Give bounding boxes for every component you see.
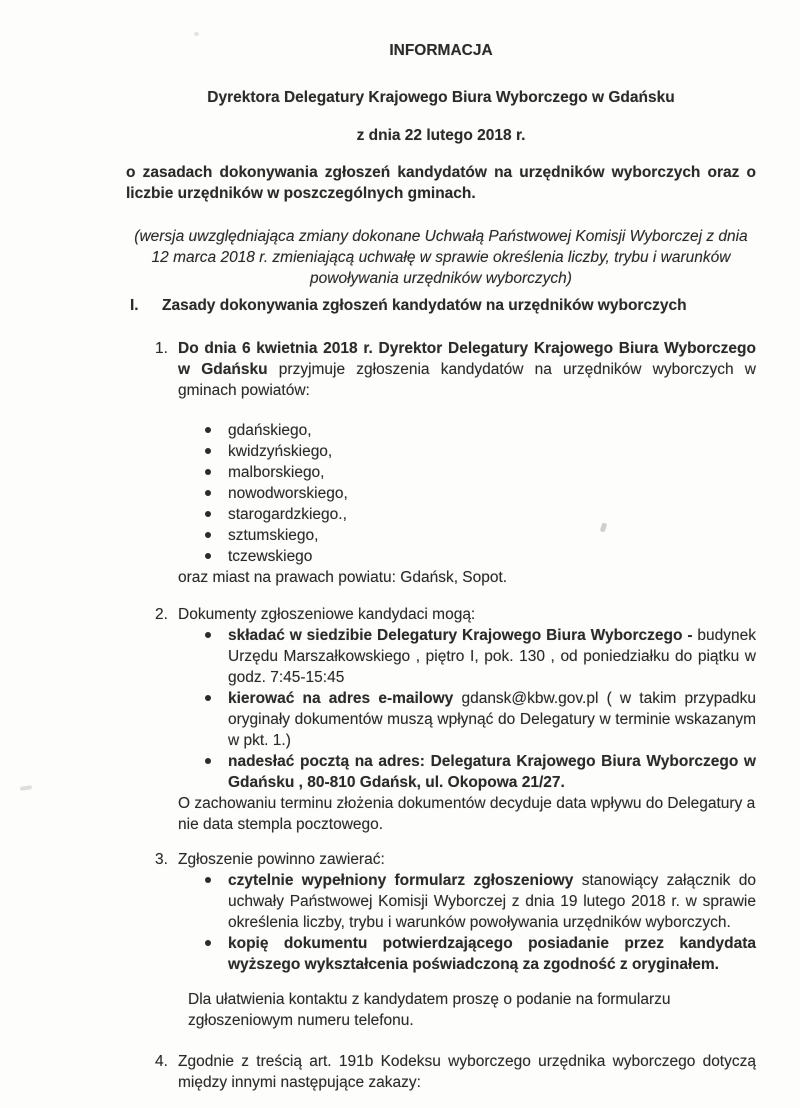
district-item: sztumskiego, — [178, 525, 756, 546]
submission-option-rest: budynek Urzędu Marszałkowskiego , piętro I, pok. 130 , od poniedziałku do piątku w godz. 7:45-15:45 — [228, 627, 756, 686]
numbered-item-1 — [126, 338, 756, 588]
submission-option-bold: składać w siedzibie Delegatury Krajowego Biura Wyborczego - — [228, 627, 693, 644]
submission-options-list — [178, 625, 756, 793]
district-item: starogardzkiego., — [178, 504, 756, 525]
item-2-number: 2. — [155, 606, 168, 623]
cities-line: oraz miast na prawach powiatu: Gdańsk, Sopot. — [178, 569, 508, 586]
doc-title: INFORMACJA — [389, 42, 493, 59]
document-content — [126, 0, 756, 1093]
requirement-bold: czytelnie wypełniony formularz zgłoszeniowy — [228, 872, 574, 889]
district-item: nowodworskiego, — [178, 483, 756, 504]
submission-option — [178, 751, 756, 793]
numbered-item-2 — [126, 604, 756, 835]
doc-date-line: z dnia 22 lutego 2018 r. — [356, 127, 526, 144]
item-3-lead: Zgłoszenie powinno zawierać: — [178, 851, 385, 868]
submission-option-bold: nadesłać pocztą na adres: Delegatura Krajowego Biura Wyborczego w Gdańsku , 80-810 Gdańsk, ul. Okopowa 21/27. — [228, 753, 756, 791]
submission-option-rest: gdansk@kbw.gov.pl ( w takim przypadku oryginały dokumentów muszą wpłynąć do Delegatury w terminie wskazanym w pkt. 1.) — [228, 690, 756, 749]
district-item: gdańskiego, — [178, 420, 756, 441]
district-list — [178, 420, 756, 567]
item-1-lead-rest: przyjmuje zgłoszenia kandydatów na urzędników wyborczych w gminach powiatów: — [178, 361, 757, 399]
doc-issuer-line: Dyrektora Delegatury Krajowego Biura Wyborczego w Gdańsku — [207, 89, 675, 106]
item-3-number: 3. — [155, 851, 168, 868]
requirement-rest: stanowiący załącznik do uchwały Państwowej Komisji Wyborczej z dnia 19 lutego 2018 r. w sprawie określenia liczby, trybu i warunków powoływania urzędników wyborczych. — [228, 872, 756, 931]
doc-subject: o zasadach dokonywania zgłoszeń kandydatów na urzędników wyborczych oraz o liczbie urzędników w poszczególnych gminach. — [126, 164, 756, 202]
scan-artifact-speck — [20, 785, 32, 791]
section-heading — [126, 295, 756, 316]
item-2-lead: Dokumenty zgłoszeniowe kandydaci mogą: — [178, 606, 476, 623]
section-number: I. — [130, 297, 139, 314]
item-4-number: 4. — [155, 1053, 168, 1070]
district-item: malborskiego, — [178, 462, 756, 483]
submission-option — [178, 688, 756, 751]
requirements-list — [178, 870, 756, 975]
submission-option-bold: kierować na adres e-mailowy — [228, 690, 454, 707]
requirement-bold: kopię dokumentu potwierdzającego posiadanie przez kandydata wyższego wykształcenia poświadczoną za zgodność z oryginałem. — [228, 935, 756, 973]
item-1-lead — [178, 338, 756, 401]
amendment-note: (wersja uwzględniająca zmiany dokonane Uchwałą Państwowej Komisji Wyborczej z dnia 12 marca 2018 r. zmieniającą uchwałę w sprawie określenia liczby, trybu i warunków powoływania urzędników wyborczych) — [134, 228, 748, 287]
item-1-number: 1. — [155, 340, 168, 357]
numbered-item-4 — [126, 1051, 756, 1093]
requirement-item — [178, 933, 756, 975]
deadline-note: O zachowaniu terminu złożenia dokumentów decyduje data wpływu do Delegatury a nie data stempla pocztowego. — [178, 795, 756, 833]
district-item: kwidzyńskiego, — [178, 441, 756, 462]
requirement-item — [178, 870, 756, 933]
submission-option — [178, 625, 756, 688]
numbered-item-3 — [126, 849, 756, 1031]
section-title: Zasady dokonywania zgłoszeń kandydatów na urzędników wyborczych — [162, 297, 687, 314]
contact-note: Dla ułatwienia kontaktu z kandydatem proszę o podanie na formularzu zgłoszeniowym numeru telefonu. — [188, 991, 671, 1029]
item-1-lead-bold: Do dnia 6 kwietnia 2018 r. Dyrektor Delegatury Krajowego Biura Wyborczego w Gdańsku — [178, 340, 756, 378]
district-item: tczewskiego — [178, 546, 756, 567]
item-4-lead: Zgodnie z treścią art. 191b Kodeksu wyborczego urzędnika wyborczego dotyczą między innymi następujące zakazy: — [178, 1053, 756, 1091]
